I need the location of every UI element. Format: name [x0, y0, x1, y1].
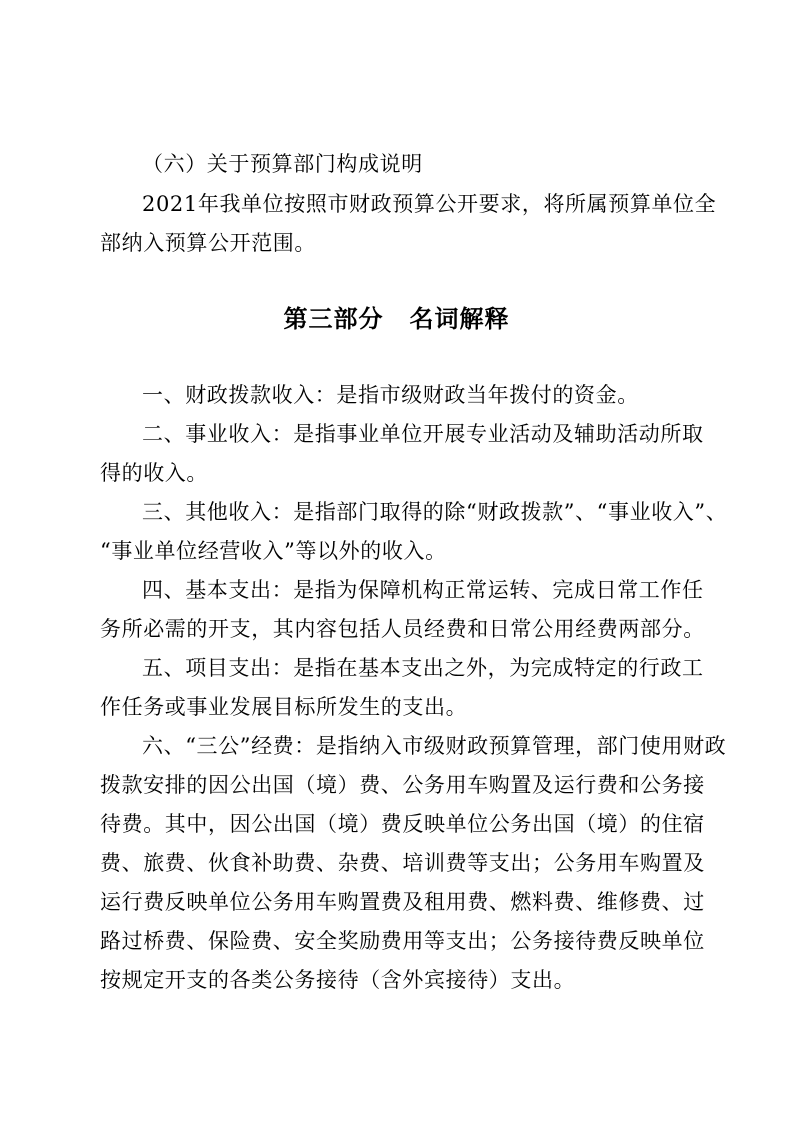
section-heading: （六）关于预算部门构成说明: [142, 152, 423, 176]
term-line: 六、“三公”经费：是指纳入市级财政预算管理，部门使用财政: [142, 734, 727, 758]
paragraph-line: 部纳入预算公开范围。: [100, 231, 316, 255]
term-line: 拨款安排的因公出国（境）费、公务用车购置及运行费和公务接: [100, 773, 705, 797]
term-line: 一、财政拨款收入：是指市级财政当年拨付的资金。: [142, 383, 639, 407]
term-line: 作任务或事业发展目标所发生的支出。: [100, 695, 468, 719]
term-line: 待费。其中，因公出国（境）费反映单位公务出国（境）的住宿: [100, 812, 705, 836]
term-line: 五、项目支出：是指在基本支出之外，为完成特定的行政工: [142, 656, 704, 680]
part-title: [0, 303, 793, 335]
part-title-name: 名词解释: [409, 305, 510, 333]
term-line: 三、其他收入：是指部门取得的除“财政拨款”、“事业收入”、: [142, 500, 728, 524]
term-line: 得的收入。: [100, 461, 208, 485]
part-title-number: 第三部分: [283, 305, 384, 333]
term-line: 四、基本支出：是指为保障机构正常运转、完成日常工作任: [142, 578, 704, 602]
term-line: 按规定开支的各类公务接待（含外宾接待）支出。: [100, 968, 576, 992]
term-line: “事业单位经营收入”等以外的收入。: [100, 539, 447, 563]
term-line: 路过桥费、保险费、安全奖励费用等支出；公务接待费反映单位: [100, 929, 705, 953]
term-line: 务所必需的开支，其内容包括人员经费和日常公用经费两部分。: [100, 617, 705, 641]
paragraph-line: 2021年我单位按照市财政预算公开要求，将所属预算单位全: [142, 192, 717, 216]
term-line: 二、事业收入：是指事业单位开展专业活动及辅助活动所取: [142, 422, 704, 446]
term-line: 运行费反映单位公务用车购置费及租用费、燃料费、维修费、过: [100, 890, 705, 914]
term-line: 费、旅费、伙食补助费、杂费、培训费等支出；公务用车购置及: [100, 851, 705, 875]
